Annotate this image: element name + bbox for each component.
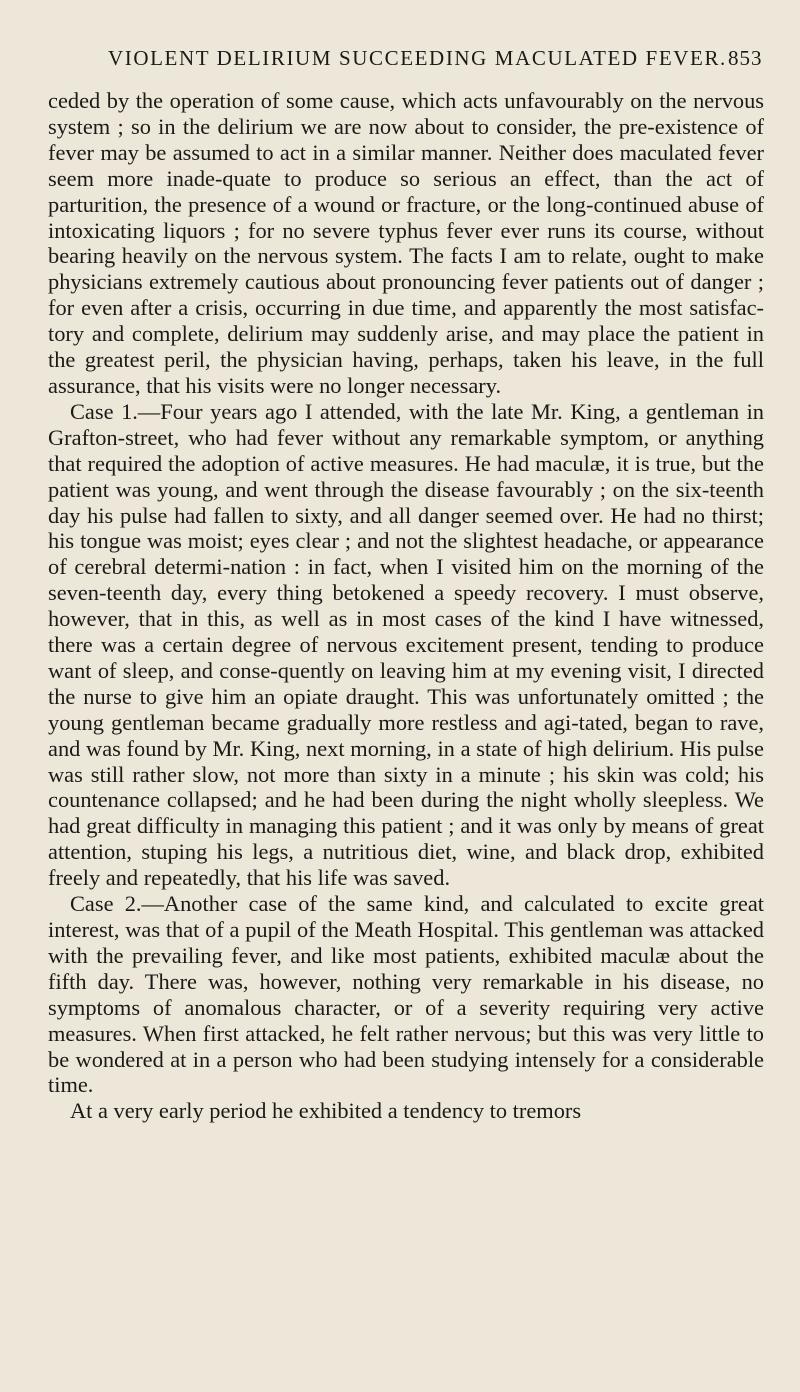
paragraph-intro-text: ceded by the operation of some cause, which acts unfavourably on the nervous system ; so in the delirium we are now about to consider, the pre-existence of fever may be assumed to act in a similar manner. Neither does maculated fever seem more inade-quate to produce so serious an effect, than the act of parturition, the presence of a wound or fracture, or the long-continued abuse of intoxicating liquors ; for no severe typhus fever ever runs its course, without bearing heavily on the nervous system. The facts I am to relate, ought to make physicians extremely cautious about pronouncing fever patients out of danger ; for even after a crisis, occurring in due time, and apparently the most satisfac-tory and complete, delirium may suddenly arise, and may place the patient in the greatest peril, the physician having, perhaps, taken his leave, in the full assurance, that his visits were no longer necessary.: [48, 88, 764, 398]
case-1-text: Four years ago I attended, with the late Mr. King, a gentleman in Grafton-street, who had fever without any remarkable symptom, or anything that required the adoption of active measures. He had maculæ, it is true, but the patient was young, and went through the disease favourably ; on the six-teenth day his pulse had fallen to sixty, and all danger seemed over. He had no thirst; his tongue was moist; eyes clear ; and not the slightest headache, or appearance of cerebral determi-nation : in fact, when I visited him on the morning of the seven-teenth day, every thing betokened a speedy recovery. I must observe, however, that in this, as well as in most cases of the kind I have witnessed, there was a certain degree of nervous excitement present, tending to produce want of sleep, and conse-quently on leaving him at my evening visit, I directed the nurse to give him an opiate draught. This was unfortunately omitted ; the young gentleman became gradually more restless and agi-tated, began to rave, and was found by Mr. King, next morning, in a state of high delirium. His pulse was still rather slow, not more than sixty in a minute ; his skin was cold; his countenance collapsed; and he had been during the night wholly sleepless. We had great difficulty in managing this patient ; and it was only by means of great attention, stuping his legs, a nutritious diet, wine, and black drop, exhibited freely and repeatedly, that his life was saved.: [48, 398, 764, 891]
paragraph-case-2: [48, 891, 764, 1098]
paragraph-intro: [48, 88, 764, 399]
paragraph-continuation-text: At a very early period he exhibited a tendency to tremors: [70, 1098, 582, 1124]
paragraph-case-1: [48, 399, 764, 891]
case-1-label: Case 1.—: [70, 398, 161, 424]
case-2-label: Case 2.—: [70, 891, 164, 917]
page-number: 853: [728, 46, 763, 70]
case-2-text: Another case of the same kind, and calculated to excite great interest, was that of a pupil of the Meath Hospital. This gentleman was attacked with the prevailing fever, and like most patients, exhibited maculæ about the fifth day. There was, however, nothing very remarkable in his disease, no symptoms of anomalous character, or of a severity requiring very active measures. When first attacked, he felt rather nervous; but this was very little to be wondered at in a person who had been studying intensely for a considerable time.: [48, 891, 764, 1098]
body-text: [48, 88, 764, 1124]
running-header: [108, 46, 788, 71]
running-title: VIOLENT DELIRIUM SUCCEEDING MACULATED FEVER.: [108, 46, 727, 70]
paragraph-continuation: [48, 1098, 764, 1124]
